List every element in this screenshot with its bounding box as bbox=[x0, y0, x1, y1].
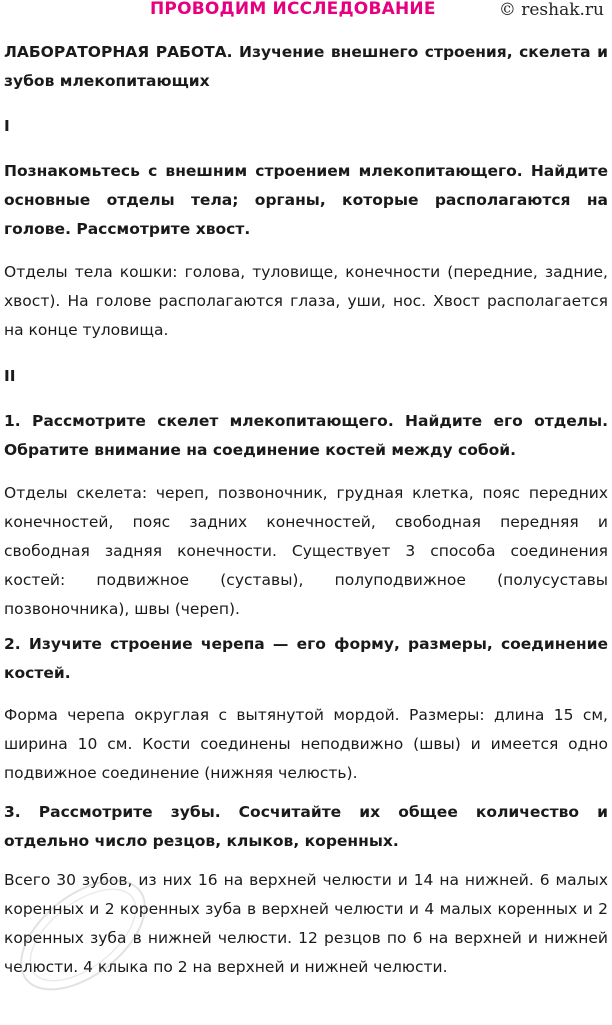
teeth-answer: Всего 30 зубов, из них 16 на верхней челюсти и 14 на нижней. 6 малых коренных и 2 коренных зуба в верхней челюсти и 4 малых коренных и 2 коренных зуба в нижней челюсти. 12 резцов по 6 на верхней и нижней челюсти. 4 клыка по 2 на верхней и нижней челюсти. bbox=[4, 871, 608, 976]
skull-task: 2. Изучите строение черепа — его форму, размеры, соединение костей. bbox=[4, 635, 608, 682]
site-credit: © reshak.ru bbox=[498, 0, 604, 20]
teeth-task: 3. Рассмотрите зубы. Сосчитайте их общее количество и отдельно число резцов, клыков, коренных. bbox=[4, 803, 608, 850]
part-1-task: Познакомьтесь с внешним строением млекопитающего. Найдите основные отделы тела; органы, которые располагаются на голове. Рассмотрите хвост. bbox=[4, 162, 608, 238]
page-header bbox=[0, 0, 612, 24]
section-title: ПРОВОДИМ ИССЛЕДОВАНИЕ bbox=[150, 0, 436, 19]
skeleton-answer: Отделы скелета: череп, позвоночник, грудная клетка, пояс передних конечностей, пояс задних конечностей, свободная передняя и свободная задняя конечности. Существует 3 способа соединения костей: подвижное (суставы), полуподвижное (полусуставы позвоночника), швы (череп). bbox=[4, 484, 608, 618]
part-2-number: II bbox=[4, 367, 16, 385]
part-1-answer: Отделы тела кошки: голова, туловище, конечности (передние, задние, хвост). На голове располагаются глаза, уши, нос. Хвост располагается на конце туловища. bbox=[4, 263, 608, 339]
skull-answer: Форма черепа округлая с вытянутой мордой. Размеры: длина 15 см, ширина 10 см. Кости соединены неподвижно (швы) и имеется одно подвижное соединение (нижняя челюсть). bbox=[4, 706, 608, 782]
lab-title: ЛАБОРАТОРНАЯ РАБОТА. Изучение внешнего строения, скелета и зубов млекопитающих bbox=[4, 43, 608, 90]
part-1-number: I bbox=[4, 117, 10, 135]
skeleton-task: 1. Рассмотрите скелет млекопитающего. Найдите его отделы. Обратите внимание на соединение костей между собой. bbox=[4, 412, 608, 459]
document-body bbox=[4, 38, 608, 982]
